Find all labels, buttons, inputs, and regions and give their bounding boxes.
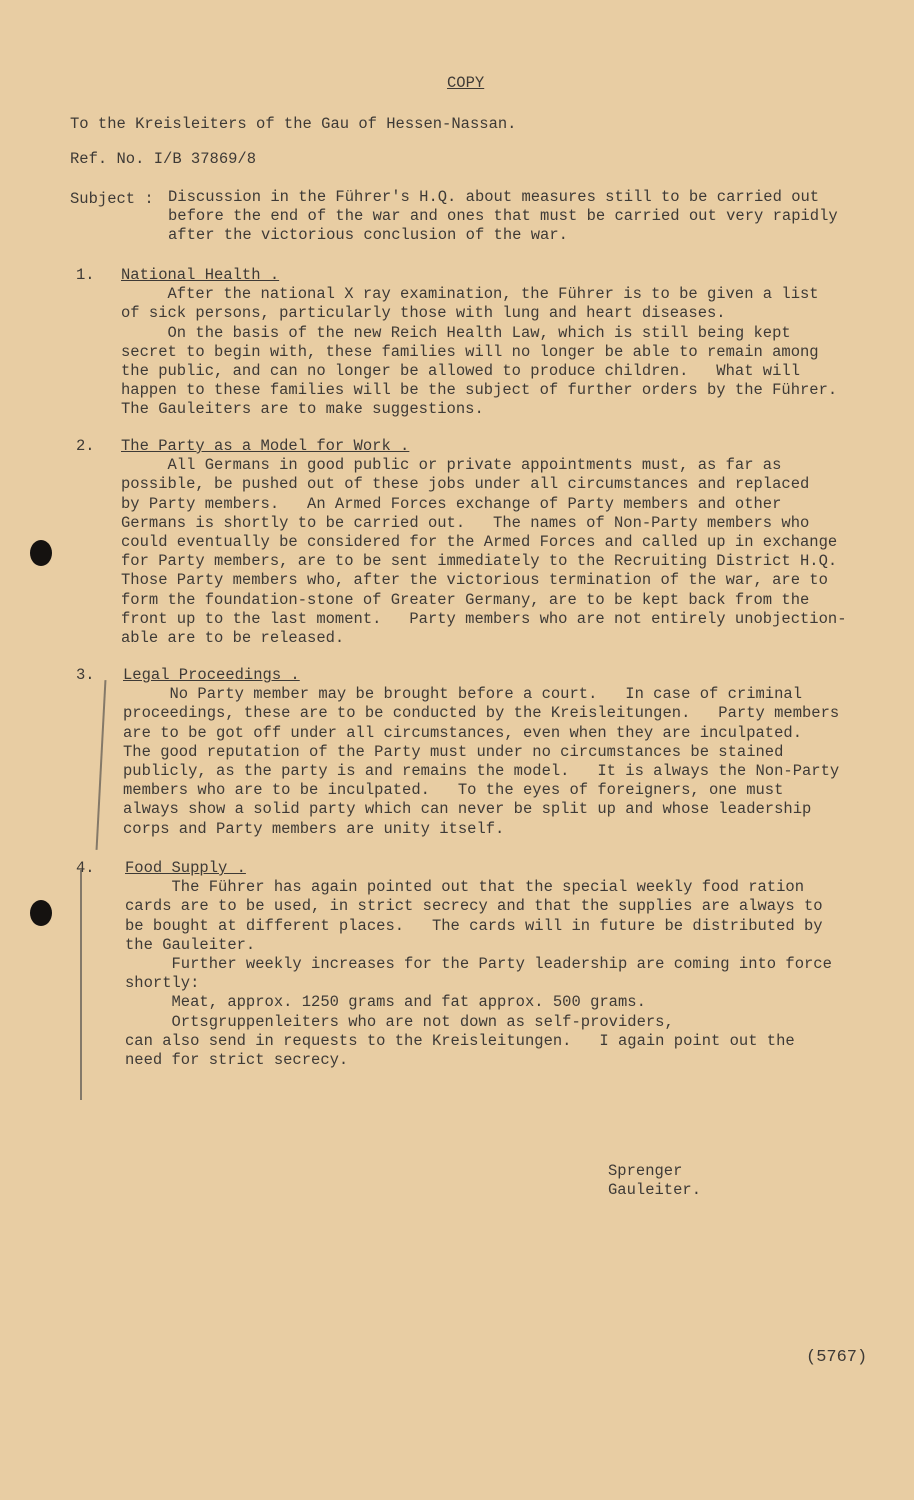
text-line: On the basis of the new Reich Health Law, which is still being kept: [121, 323, 791, 342]
text-line: could eventually be considered for the Armed Forces and called up in exchange: [121, 532, 838, 551]
text-line: Those Party members who, after the victorious termination of the war, are to: [121, 571, 828, 590]
text-line: always show a solid party which can never be split up and whose leadership: [123, 800, 812, 819]
copy-label: COPY: [447, 74, 485, 92]
section-number: 4.: [76, 859, 95, 877]
section-title: The Party as a Model for Work .: [121, 437, 410, 455]
text-line: The good reputation of the Party must under no circumstances be stained: [123, 742, 784, 761]
signature-title: Gauleiter.: [608, 1181, 702, 1200]
text-line: by Party members. An Armed Forces exchange of Party members and other: [121, 494, 782, 513]
section-number: 3.: [76, 666, 95, 684]
signature: [608, 1162, 701, 1200]
text-line: cards are to be used, in strict secrecy and that the supplies are always to: [125, 897, 823, 916]
subject-text: [168, 188, 838, 246]
text-line: Ortsgruppenleiters who are not down as self-providers,: [125, 1012, 674, 1031]
subject-label: Subject :: [70, 190, 154, 208]
text-line: The Gauleiters are to make suggestions.: [121, 400, 484, 419]
margin-mark: [96, 680, 107, 850]
text-line: members who are to be inculpated. To the eyes of foreigners, one must: [123, 781, 784, 800]
section-3: [123, 666, 839, 839]
subject-line: after the victorious conclusion of the war.: [168, 226, 568, 245]
section-title: Legal Proceedings .: [123, 666, 300, 684]
text-line: possible, be pushed out of these jobs under all circumstances and replaced: [121, 475, 810, 494]
text-line: The Führer has again pointed out that the special weekly food ration: [125, 878, 805, 897]
section-number: 1.: [76, 266, 95, 284]
text-line: Further weekly increases for the Party leadership are coming into force: [125, 954, 832, 973]
margin-mark: [80, 870, 82, 1100]
punch-hole: [30, 540, 52, 566]
text-line: the Gauleiter.: [125, 935, 256, 954]
text-line: the public, and can no longer be allowed to produce children. What will: [121, 361, 801, 380]
section-4: [125, 859, 832, 1070]
text-line: can also send in requests to the Kreisleitungen. I again point out the: [125, 1031, 795, 1050]
text-line: Meat, approx. 1250 grams and fat approx. 500 grams.: [125, 993, 646, 1012]
section-title: National Health .: [121, 266, 280, 284]
text-line: be bought at different places. The cards will in future be distributed by: [125, 916, 823, 935]
reference: Ref. No. I/B 37869/8: [70, 150, 257, 168]
text-line: need for strict secrecy.: [125, 1050, 349, 1069]
text-line: secret to begin with, these families will no longer be able to remain among: [121, 342, 819, 361]
text-line: publicly, as the party is and remains the model. It is always the Non-Party: [123, 761, 840, 780]
text-line: able are to be released.: [121, 628, 345, 647]
section-title: Food Supply .: [125, 859, 246, 877]
punch-hole: [30, 900, 52, 926]
text-line: form the foundation-stone of Greater Germany, are to be kept back from the: [121, 590, 810, 609]
text-line: corps and Party members are unity itself.: [123, 819, 505, 838]
section-number: 2.: [76, 437, 95, 455]
text-line: are to be got off under all circumstances, even when they are inculpated.: [123, 723, 803, 742]
subject-line: Discussion in the Führer's H.Q. about measures still to be carried out: [168, 188, 820, 206]
text-line: of sick persons, particularly those with lung and heart diseases.: [121, 304, 726, 323]
text-line: Germans is shortly to be carried out. The names of Non-Party members who: [121, 513, 810, 532]
text-line: front up to the last moment. Party members who are not entirely unobjection-: [121, 609, 847, 628]
document-number: (5767): [806, 1348, 868, 1367]
text-line: happen to these families will be the subject of further orders by the Führer.: [121, 381, 838, 400]
text-line: shortly:: [125, 974, 200, 993]
text-line: for Party members, are to be sent immediately to the Recruiting District H.Q.: [121, 552, 838, 571]
subject-line: before the end of the war and ones that must be carried out very rapidly: [168, 207, 838, 226]
addressee: To the Kreisleiters of the Gau of Hessen-Nassan.: [70, 115, 517, 133]
section-2: [121, 437, 847, 648]
signature-name: Sprenger: [608, 1162, 683, 1180]
text-line: After the national X ray examination, the Führer is to be given a list: [121, 285, 819, 304]
section-1: [121, 266, 837, 420]
text-line: All Germans in good public or private appointments must, as far as: [121, 456, 782, 475]
text-line: proceedings, these are to be conducted by the Kreisleitungen. Party members: [123, 704, 840, 723]
text-line: No Party member may be brought before a court. In case of criminal: [123, 685, 803, 704]
